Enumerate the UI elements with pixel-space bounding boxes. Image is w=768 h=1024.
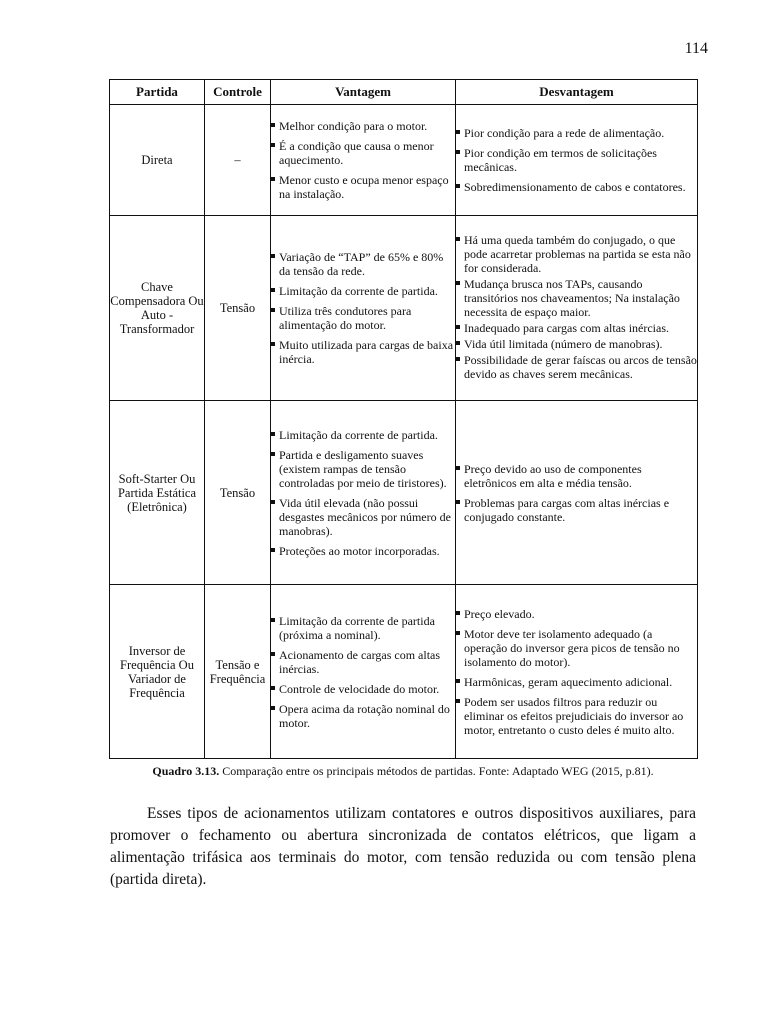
bullet-square-icon	[456, 357, 460, 361]
bullet-square-icon	[456, 611, 460, 615]
bullet-square-icon	[271, 500, 275, 504]
bullet-square-icon	[456, 500, 460, 504]
comparison-table	[109, 79, 698, 759]
vantagem-item: Muito utilizada para cargas de baixa inércia.	[271, 338, 455, 366]
bullet-square-icon	[456, 281, 460, 285]
bullet-square-icon	[456, 150, 460, 154]
vantagem-item: Partida e desligamento suaves (existem rampas de tensão controladas por meio de tiristores).	[271, 448, 455, 490]
partida-cell: Inversor de Frequência Ou Variador de Frequência	[110, 585, 205, 759]
desvantagem-item: Preço elevado.	[456, 607, 697, 621]
desvantagem-item: Problemas para cargas com altas inércias e conjugado constante.	[456, 496, 697, 524]
desvantagem-cell	[456, 585, 698, 759]
vantagem-item: Proteções ao motor incorporadas.	[271, 544, 455, 558]
desvantagem-item: Pior condição em termos de solicitações mecânicas.	[456, 146, 697, 174]
table-header-row	[110, 80, 698, 105]
vantagem-item: Utiliza três condutores para alimentação do motor.	[271, 304, 455, 332]
header-desvantagem: Desvantagem	[456, 80, 698, 105]
desvantagem-item: Motor deve ter isolamento adequado (a operação do inversor gera picos de tensão no isolamento do motor).	[456, 627, 697, 669]
bullet-square-icon	[271, 548, 275, 552]
bullet-square-icon	[271, 123, 275, 127]
bullet-square-icon	[456, 184, 460, 188]
partida-cell: Chave Compensadora Ou Auto - Transformador	[110, 216, 205, 401]
partida-cell: Direta	[110, 105, 205, 216]
bullet-square-icon	[456, 130, 460, 134]
body-paragraph: Esses tipos de acionamentos utilizam contatores e outros dispositivos auxiliares, para promover o fechamento ou abertura sincronizada de contatos elétricos, que ligam a alimentação trifásica aos terminais do motor, com tensão reduzida ou com tensão plena (partida direta).	[110, 805, 696, 888]
bullet-square-icon	[271, 288, 275, 292]
header-controle: Controle	[205, 80, 271, 105]
bullet-square-icon	[271, 618, 275, 622]
desvantagem-item: Possibilidade de gerar faíscas ou arcos de tensão devido as chaves serem mecânicas.	[456, 353, 697, 381]
vantagem-item: É a condição que causa o menor aquecimento.	[271, 139, 455, 167]
caption-text: Comparação entre os principais métodos de partidas. Fonte: Adaptado WEG (2015, p.81).	[219, 764, 654, 778]
controle-cell: –	[205, 105, 271, 216]
desvantagem-item: Preço devido ao uso de componentes eletrônicos em alta e média tensão.	[456, 462, 697, 490]
partida-cell: Soft-Starter Ou Partida Estática (Eletrônica)	[110, 401, 205, 585]
bullet-square-icon	[271, 143, 275, 147]
desvantagem-cell	[456, 105, 698, 216]
vantagem-cell	[271, 216, 456, 401]
vantagem-item: Variação de “TAP” de 65% e 80% da tensão da rede.	[271, 250, 455, 278]
bullet-square-icon	[271, 432, 275, 436]
bullet-square-icon	[271, 452, 275, 456]
bullet-square-icon	[271, 308, 275, 312]
vantagem-item: Opera acima da rotação nominal do motor.	[271, 702, 455, 730]
vantagem-cell	[271, 585, 456, 759]
header-vantagem: Vantagem	[271, 80, 456, 105]
page-number: 114	[684, 40, 708, 57]
bullet-square-icon	[456, 237, 460, 241]
controle-cell: Tensão	[205, 216, 271, 401]
desvantagem-item: Há uma queda também do conjugado, o que pode acarretar problemas na partida se esta não for considerada.	[456, 233, 697, 275]
vantagem-item: Melhor condição para o motor.	[271, 119, 455, 133]
caption-label: Quadro 3.13.	[152, 764, 220, 778]
controle-cell: Tensão	[205, 401, 271, 585]
bullet-square-icon	[456, 341, 460, 345]
vantagem-item: Controle de velocidade do motor.	[271, 682, 455, 696]
desvantagem-item: Harmônicas, geram aquecimento adicional.	[456, 675, 697, 689]
bullet-square-icon	[271, 686, 275, 690]
bullet-square-icon	[456, 679, 460, 683]
vantagem-item: Menor custo e ocupa menor espaço na instalação.	[271, 173, 455, 201]
vantagem-item: Limitação da corrente de partida.	[271, 428, 455, 442]
vantagem-item: Limitação da corrente de partida.	[271, 284, 455, 298]
table-row	[110, 105, 698, 216]
desvantagem-item: Inadequado para cargas com altas inércias.	[456, 321, 697, 335]
desvantagem-item: Mudança brusca nos TAPs, causando transitórios nos chaveamentos; Na instalação necessita de espaço maior.	[456, 277, 697, 319]
bullet-square-icon	[456, 699, 460, 703]
table-row	[110, 401, 698, 585]
vantagem-item: Vida útil elevada (não possui desgastes mecânicos por número de manobras).	[271, 496, 455, 538]
desvantagem-item: Podem ser usados filtros para reduzir ou eliminar os efeitos prejudiciais do inversor ao motor, entretanto o custo deles é muito alto.	[456, 695, 697, 737]
desvantagem-item: Pior condição para a rede de alimentação.	[456, 126, 697, 140]
desvantagem-item: Vida útil limitada (número de manobras).	[456, 337, 697, 351]
bullet-square-icon	[271, 342, 275, 346]
vantagem-cell	[271, 105, 456, 216]
bullet-square-icon	[456, 631, 460, 635]
header-partida: Partida	[110, 80, 205, 105]
bullet-square-icon	[456, 325, 460, 329]
desvantagem-cell	[456, 216, 698, 401]
bullet-square-icon	[456, 466, 460, 470]
bullet-square-icon	[271, 177, 275, 181]
desvantagem-cell	[456, 401, 698, 585]
vantagem-item: Limitação da corrente de partida (próxima a nominal).	[271, 614, 455, 642]
bullet-square-icon	[271, 706, 275, 710]
bullet-square-icon	[271, 254, 275, 258]
bullet-square-icon	[271, 652, 275, 656]
desvantagem-item: Sobredimensionamento de cabos e contatores.	[456, 180, 697, 194]
controle-cell: Tensão e Frequência	[205, 585, 271, 759]
table-caption	[109, 764, 697, 779]
table-row	[110, 585, 698, 759]
vantagem-cell	[271, 401, 456, 585]
vantagem-item: Acionamento de cargas com altas inércias.	[271, 648, 455, 676]
table-row	[110, 216, 698, 401]
